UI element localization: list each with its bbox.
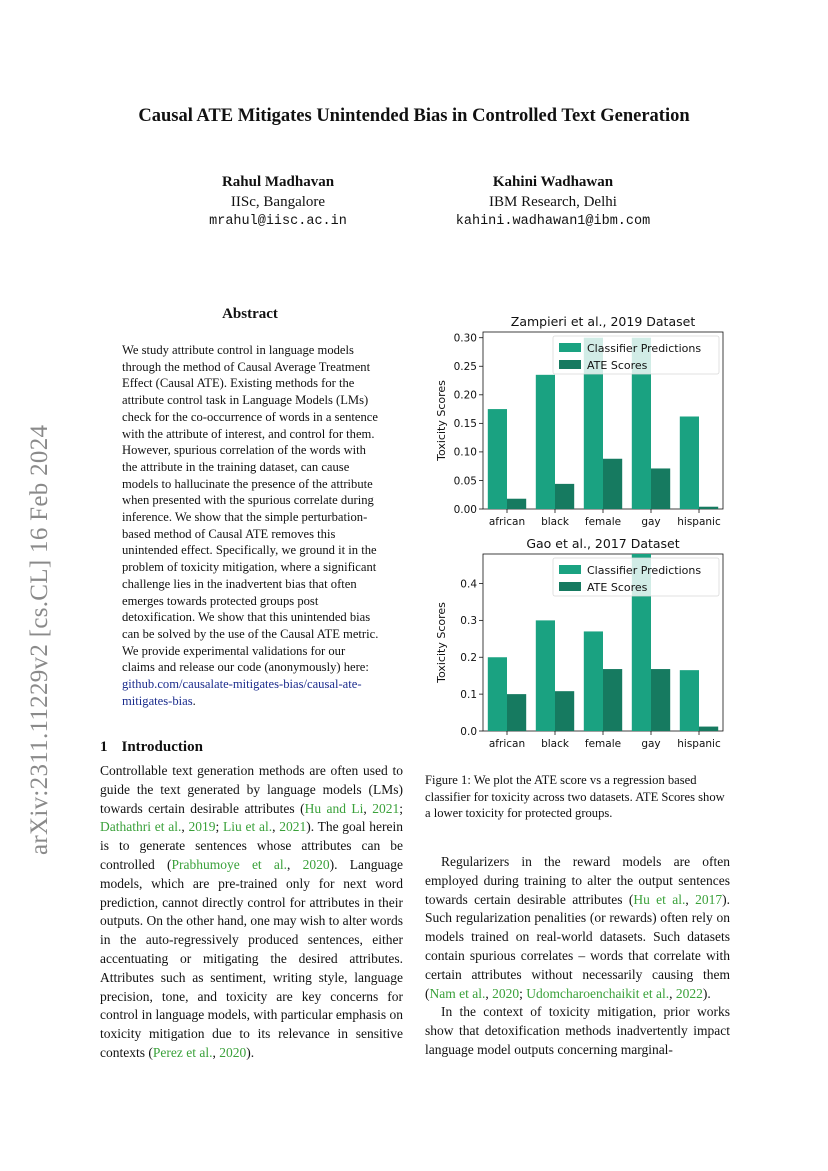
x-tick-label: african [488, 738, 526, 750]
citation[interactable]: Udomcharoenchaikit et al. [526, 985, 670, 1001]
bar-ate-black [555, 691, 574, 731]
citation[interactable]: Perez et al. [152, 1044, 213, 1060]
code-link[interactable]: github.com/causalate-mitigates-bias/causal-ate-mitigates-bias [122, 677, 362, 708]
arxiv-id: arXiv:2311.11229v2 [cs.CL] 16 Feb 2024 [26, 424, 53, 855]
chart-gao [425, 534, 730, 756]
y-tick-label: 0.4 [460, 578, 477, 591]
x-tick-label: black [541, 738, 569, 750]
text: , [287, 856, 303, 872]
section-number: 1 [100, 739, 108, 755]
text: ). Language models, which are pre-trained only for next word prediction, cannot directly control for attributes in their outputs. On the other hand, one may wish to alter words in the auto-regressively produced sentences, either accentuating or mitigating the desired attributes. Attributes such as sentiment, writing style, language precision, tone, and toxicity are key concerns for control in language models, with particular emphasis on toxicity mitigation due to its relevance in sensitive contexts ( [100, 856, 404, 1060]
y-tick-label: 0.00 [453, 503, 477, 516]
citation[interactable]: 2022 [675, 985, 703, 1001]
author-2 [423, 172, 683, 232]
legend-label: ATE Scores [587, 581, 648, 594]
bar-ate-female [603, 669, 622, 731]
abstract-text: We study attribute control in language models through the method of Causal Average Treatment Effect (Causal ATE). Existing methods for the attribute control task in Language Models (LMs) check for the co-occurrence of words in a sentence with the attribute of interest, and control for them. However, spurious correlation of the words with the attribute in the training dataset, can cause models to hallucinate the presence of the attribute when presented with the spurious correlate during inference. We show that the simple perturbation-based method of Causal ATE removes this unintended effect. Specifically, we ground it in the problem of toxicity mitigation, where a significant challenge lies in the inadvertent bias that often emerges towards protected groups post detoxification. We show that this unintended bias can be solved by the use of the Causal ATE metric. We provide experimental validations for our claims and release our code (anonymously) here: [122, 343, 379, 675]
section-title: Introduction [121, 739, 203, 755]
author-email: kahini.wadhawan1@ibm.com [455, 214, 651, 229]
bar-ate-hispanic [699, 727, 718, 731]
abstract-heading: Abstract [222, 306, 278, 322]
text: ; [399, 800, 403, 816]
y-tick-label: 0.20 [453, 389, 477, 402]
text: , [181, 819, 189, 835]
x-tick-label: black [541, 516, 569, 528]
text: Controllable text generation methods are often used to guide the text generated by language models (LMs) towards certain desirable attributes ( [100, 763, 403, 816]
intro-column-2 [425, 853, 730, 1060]
bar-chart-gao [425, 534, 730, 756]
text: ). Such regularization penalities (or rewards) often rely on models trained on real-world datasets. Such datasets contain spurious correlates – words that correlate with certain attributes without necessarily causing them ( [425, 891, 730, 1001]
citation[interactable]: Hu and Li [304, 800, 364, 816]
x-tick-label: female [584, 516, 622, 528]
author-name: Rahul Madhavan [221, 174, 335, 190]
legend-swatch [559, 582, 581, 591]
x-tick-label: female [584, 738, 622, 750]
figure-caption: Figure 1: We plot the ATE score vs a regression based classifier for toxicity across two datasets. ATE Scores show a lower toxicity for protected groups. [425, 773, 725, 821]
legend-swatch [559, 565, 581, 574]
chart-title: Gao et al., 2017 Dataset [526, 536, 680, 551]
citation[interactable]: Dathathri et al. [100, 819, 182, 835]
author-name: Kahini Wadhawan [492, 174, 614, 190]
y-axis-label: Toxicity Scores [435, 602, 448, 683]
text: , [212, 1044, 220, 1060]
y-tick-label: 0.30 [453, 332, 477, 345]
text: ). The goal herein is to generate sentences whose attributes can be controlled ( [100, 819, 404, 872]
arxiv-watermark [26, 365, 53, 855]
bar-classifier-hispanic [680, 670, 699, 731]
y-tick-label: 0.05 [453, 475, 477, 488]
intro-paragraph-3: In the context of toxicity mitigation, prior works show that detoxification methods inadvertently impact language model outputs concerning marginal- [425, 1004, 730, 1057]
citation[interactable]: 2020 [219, 1044, 247, 1060]
bar-ate-female [603, 459, 622, 509]
text: , [485, 985, 493, 1001]
text: Regularizers in the reward models are often employed during training to alter the output sentences towards certain desirable attributes ( [425, 854, 730, 907]
citation[interactable]: Prabhumoye et al. [171, 856, 288, 872]
bar-ate-black [555, 484, 574, 509]
text: ; [519, 985, 527, 1001]
legend-swatch [559, 360, 581, 369]
text: ; [215, 819, 223, 835]
section-heading [100, 739, 203, 756]
author-affiliation: IISc, Bangalore [230, 194, 326, 210]
citation[interactable]: 2020 [492, 985, 520, 1001]
bar-classifier-african [488, 409, 507, 509]
legend-label: Classifier Predictions [587, 342, 702, 355]
text: , [363, 800, 373, 816]
intro-paragraph-2 [425, 853, 730, 1003]
y-tick-label: 0.1 [460, 688, 477, 701]
x-tick-label: gay [641, 516, 661, 528]
author-affiliation: IBM Research, Delhi [489, 194, 617, 210]
abstract-body [122, 342, 380, 709]
bar-ate-african [507, 694, 526, 731]
text: , [685, 891, 696, 907]
citation[interactable]: 2017 [695, 891, 723, 907]
text: , [272, 819, 280, 835]
citation[interactable]: 2020 [302, 856, 330, 872]
legend-swatch [559, 343, 581, 352]
y-tick-label: 0.25 [453, 361, 477, 374]
citation[interactable]: Liu et al. [222, 819, 273, 835]
bar-ate-gay [651, 468, 670, 509]
y-axis-label: Toxicity Scores [435, 380, 448, 461]
text: ). [246, 1044, 255, 1060]
author-email: mrahul@iisc.ac.in [209, 214, 347, 229]
bar-classifier-female [584, 631, 603, 731]
citation[interactable]: 2019 [188, 819, 216, 835]
bar-classifier-black [536, 375, 555, 509]
bar-ate-african [507, 499, 526, 509]
bar-chart-zampieri [425, 312, 730, 534]
bar-ate-hispanic [699, 507, 718, 509]
text: ). [702, 985, 711, 1001]
x-tick-label: african [488, 516, 526, 528]
x-tick-label: hispanic [677, 738, 721, 750]
bar-classifier-hispanic [680, 417, 699, 509]
y-tick-label: 0.3 [460, 615, 477, 628]
y-tick-label: 0.15 [453, 418, 477, 431]
bar-ate-gay [651, 669, 670, 731]
chart-title: Zampieri et al., 2019 Dataset [510, 314, 696, 329]
bar-classifier-black [536, 620, 555, 731]
citation[interactable]: Nam et al. [429, 985, 486, 1001]
text: , [669, 985, 676, 1001]
x-tick-label: gay [641, 738, 661, 750]
x-tick-label: hispanic [677, 516, 721, 528]
bar-classifier-african [488, 657, 507, 731]
y-tick-label: 0.2 [460, 652, 477, 665]
legend-label: Classifier Predictions [587, 564, 702, 577]
intro-paragraph-1 [100, 762, 403, 1063]
citation[interactable]: 2021 [279, 819, 307, 835]
chart-zampieri [425, 312, 730, 534]
y-tick-label: 0.0 [460, 725, 477, 738]
y-tick-label: 0.10 [453, 446, 477, 459]
abstract-end: . [192, 693, 196, 708]
citation[interactable]: 2021 [372, 800, 400, 816]
author-1 [148, 172, 408, 232]
legend-label: ATE Scores [587, 359, 648, 372]
paper-title: Causal ATE Mitigates Unintended Bias in Controlled Text Generation [138, 106, 690, 126]
citation[interactable]: Hu et al. [633, 891, 686, 907]
